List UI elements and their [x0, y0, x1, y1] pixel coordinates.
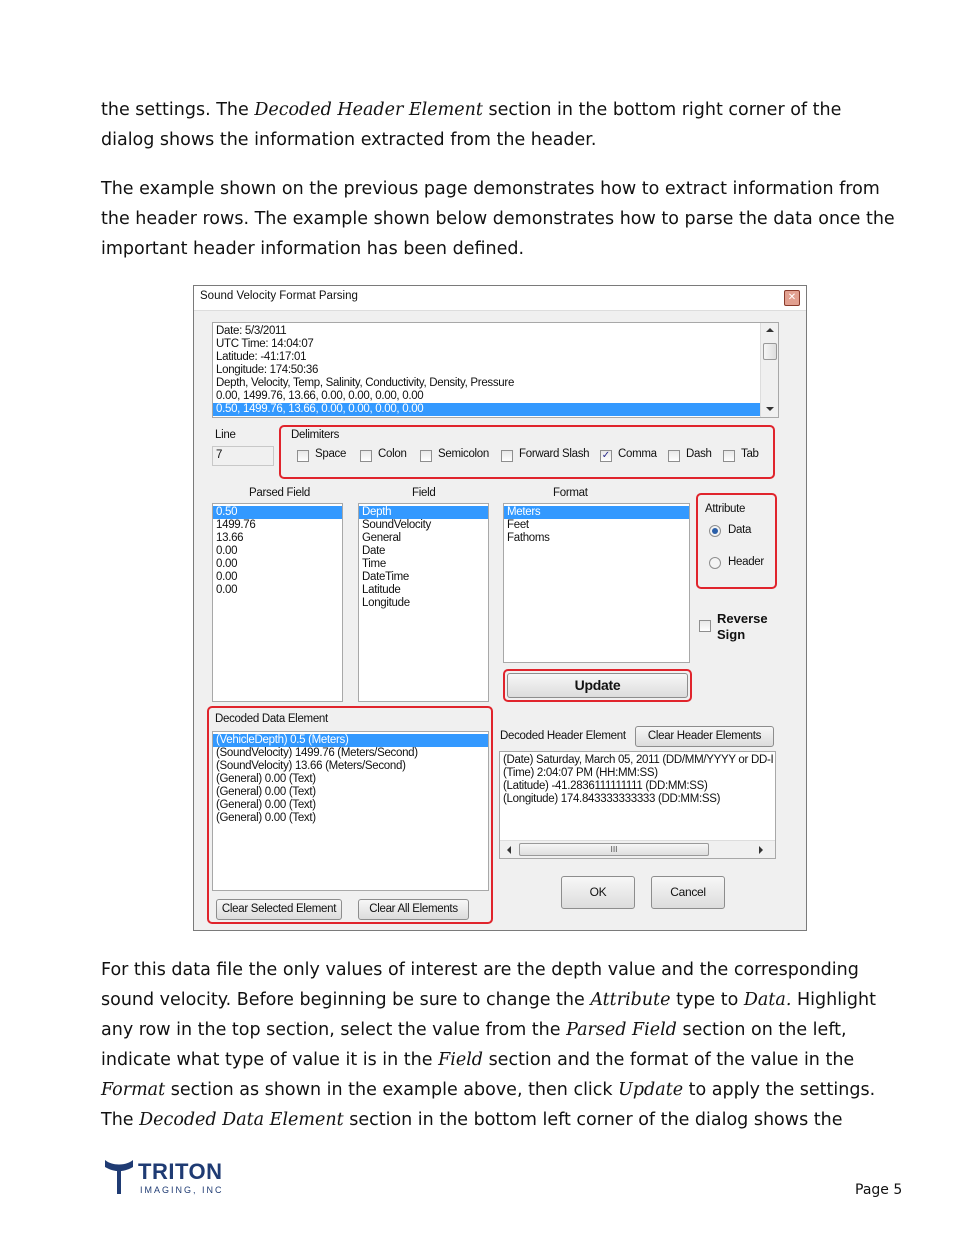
parsed-field-item[interactable]: 0.00: [216, 558, 238, 570]
paragraph-example: [101, 174, 901, 264]
text: section on the left,: [676, 1020, 847, 1040]
emphasis: Format: [101, 1080, 166, 1100]
delimiter-tab-checkbox[interactable]: [723, 450, 735, 462]
clear-header-elements-button[interactable]: Clear Header Elements: [635, 726, 774, 747]
emphasis: Update: [618, 1080, 684, 1100]
field-item[interactable]: SoundVelocity: [362, 519, 431, 531]
decoded-data-row[interactable]: (VehicleDepth) 0.5 (Meters): [213, 734, 488, 747]
dialog-title: Sound Velocity Format Parsing: [200, 290, 358, 302]
trident-icon: [104, 1158, 134, 1196]
attribute-header-radio[interactable]: [709, 557, 721, 569]
parsed-field-item[interactable]: 13.66: [216, 532, 244, 544]
text: to apply the settings.: [683, 1080, 876, 1100]
delimiter-label: Colon: [378, 448, 407, 460]
parsed-field-item[interactable]: 0.00: [216, 571, 238, 583]
paragraph-instructions: [101, 955, 901, 1135]
clear-all-elements-button[interactable]: Clear All Elements: [358, 899, 469, 920]
raw-data-row[interactable]: 0.50, 1499.76, 13.66, 0.00, 0.00, 0.00, 0.00: [213, 403, 761, 416]
decoded-header-list[interactable]: [499, 751, 776, 859]
decoded-header-label: Decoded Header Element: [500, 730, 626, 742]
text: type to: [670, 990, 744, 1010]
delimiter-label: Comma: [618, 448, 657, 460]
decoded-data-label: Decoded Data Element: [215, 713, 328, 725]
vertical-scrollbar[interactable]: [760, 323, 778, 417]
parsed-field-item[interactable]: 0.00: [216, 545, 238, 557]
update-button[interactable]: Update: [507, 673, 688, 698]
field-list[interactable]: [358, 503, 489, 702]
raw-data-row[interactable]: Latitude: -41:17:01: [216, 351, 307, 363]
cancel-button[interactable]: Cancel: [651, 876, 725, 909]
ok-button[interactable]: OK: [561, 876, 635, 909]
triton-logo: [104, 1158, 234, 1198]
format-list[interactable]: [503, 503, 690, 663]
raw-data-row[interactable]: Longitude: 174:50:36: [216, 364, 319, 376]
clear-selected-element-button[interactable]: Clear Selected Element: [216, 899, 342, 920]
paragraph-intro: [101, 95, 901, 155]
scroll-down-icon[interactable]: [766, 407, 774, 411]
decoded-data-row[interactable]: (General) 0.00 (Text): [216, 773, 316, 785]
attribute-data-radio[interactable]: [709, 525, 721, 537]
logo-name: TRITON: [138, 1159, 223, 1184]
format-item[interactable]: Feet: [507, 519, 529, 531]
delimiter-label: Semicolon: [438, 448, 489, 460]
parsed-field-items: [213, 504, 342, 597]
field-item[interactable]: Longitude: [362, 597, 410, 609]
decoded-data-items: [213, 732, 488, 825]
decoded-header-row[interactable]: (Latitude) -41.2836111111111 (DD:MM:SS): [503, 780, 708, 792]
delimiter-comma-checkbox[interactable]: ✓: [601, 450, 611, 461]
delimiter-label: Tab: [741, 448, 759, 460]
text: the header rows. The example shown below demonstrates how to parse the data once the: [101, 209, 895, 229]
sound-velocity-dialog: [193, 285, 807, 931]
text: section in the bottom right corner of the: [482, 100, 842, 120]
title-bar: [194, 286, 806, 311]
format-item[interactable]: Fathoms: [507, 532, 550, 544]
decoded-data-row[interactable]: (General) 0.00 (Text): [216, 799, 316, 811]
delimiters-label: Delimiters: [291, 429, 340, 441]
decoded-data-row[interactable]: (SoundVelocity) 1499.76 (Meters/Second): [216, 747, 418, 759]
field-item[interactable]: Depth: [359, 506, 488, 519]
line-value: 7: [216, 449, 223, 461]
raw-data-row[interactable]: Date: 5/3/2011: [216, 325, 287, 337]
delimiter-label: Space: [315, 448, 347, 460]
attribute-data-label: Data: [728, 524, 752, 536]
raw-data-row[interactable]: Depth, Velocity, Temp, Salinity, Conductivity, Density, Pressure: [216, 377, 515, 389]
field-label: Field: [412, 487, 436, 499]
parsed-field-list[interactable]: [212, 503, 343, 702]
logo-subtitle: IMAGING, INC: [140, 1185, 224, 1195]
parsed-field-label: Parsed Field: [249, 487, 310, 499]
field-item[interactable]: DateTime: [362, 571, 410, 583]
scroll-right-icon[interactable]: [759, 846, 763, 854]
reverse-sign-line1: Reverse: [717, 611, 768, 626]
field-item[interactable]: Date: [362, 545, 386, 557]
page-number: Page 5: [855, 1182, 903, 1198]
field-items: [359, 504, 488, 610]
text: important header information has been defined.: [101, 239, 525, 259]
decoded-header-row[interactable]: (Longitude) 174.843333333333 (DD:MM:SS): [503, 793, 721, 805]
delimiter-colon-checkbox[interactable]: [360, 450, 372, 462]
scroll-thumb[interactable]: [763, 343, 777, 360]
text: The example shown on the previous page demonstrates how to extract information from: [101, 179, 880, 199]
scroll-up-icon[interactable]: [766, 328, 774, 332]
attribute-header-label: Header: [728, 556, 764, 568]
reverse-sign-label: [717, 611, 768, 643]
text: The: [101, 1110, 140, 1130]
raw-data-lines: [213, 325, 761, 416]
decoded-data-row[interactable]: (General) 0.00 (Text): [216, 786, 316, 798]
raw-data-row[interactable]: UTC Time: 14:04:07: [216, 338, 314, 350]
emphasis: Data.: [743, 990, 792, 1010]
parsed-field-item[interactable]: 1499.76: [216, 519, 256, 531]
close-button[interactable]: [784, 290, 800, 306]
text: Highlight: [791, 990, 876, 1010]
decoded-header-items: [500, 752, 775, 806]
text: section as shown in the example above, then click: [165, 1080, 619, 1100]
text: dialog shows the information extracted from the header.: [101, 130, 597, 150]
attribute-label: Attribute: [705, 503, 746, 515]
text: indicate what type of value it is in the: [101, 1050, 439, 1070]
format-items: [504, 504, 689, 545]
scroll-thumb-horizontal[interactable]: III: [519, 843, 709, 856]
field-item[interactable]: Latitude: [362, 584, 401, 596]
text: the settings. The: [101, 100, 255, 120]
delimiter-space-checkbox[interactable]: [297, 450, 309, 462]
decoded-data-list[interactable]: [212, 731, 489, 891]
emphasis: Decoded Data Element: [139, 1110, 344, 1130]
reverse-sign-checkbox[interactable]: [699, 620, 711, 632]
text: sound velocity. Before beginning be sure to change the: [101, 990, 591, 1010]
parsed-field-item[interactable]: 0.00: [216, 584, 238, 596]
raw-data-listbox[interactable]: [212, 322, 779, 418]
line-field[interactable]: [212, 446, 274, 466]
parsed-field-item[interactable]: 0.50: [213, 506, 342, 519]
raw-data-row[interactable]: 0.00, 1499.76, 13.66, 0.00, 0.00, 0.00, 0.00: [216, 390, 424, 402]
decoded-data-row[interactable]: (General) 0.00 (Text): [216, 812, 316, 824]
text: section and the format of the value in the: [483, 1050, 855, 1070]
delimiter-semicolon-checkbox[interactable]: [420, 450, 432, 462]
horizontal-scrollbar[interactable]: [500, 840, 775, 858]
text: section in the bottom left corner of the dialog shows the: [343, 1110, 843, 1130]
emphasis: Field: [438, 1050, 483, 1070]
decoded-header-row[interactable]: (Date) Saturday, March 05, 2011 (DD/MM/YYYY or DD-I: [503, 754, 774, 766]
decoded-data-row[interactable]: (SoundVelocity) 13.66 (Meters/Second): [216, 760, 406, 772]
text: For this data file the only values of interest are the depth value and the corresponding: [101, 960, 859, 980]
format-label: Format: [553, 487, 588, 499]
format-item[interactable]: Meters: [504, 506, 689, 519]
emphasis: Decoded Header Element: [254, 100, 483, 120]
reverse-sign-line2: Sign: [717, 627, 746, 642]
emphasis: Attribute: [590, 990, 671, 1010]
text: any row in the top section, select the value from the: [101, 1020, 567, 1040]
scroll-left-icon[interactable]: [507, 846, 511, 854]
line-label: Line: [215, 429, 236, 441]
delimiter-label: Dash: [686, 448, 712, 460]
emphasis: Parsed Field: [566, 1020, 677, 1040]
field-item[interactable]: Time: [362, 558, 386, 570]
field-item[interactable]: General: [362, 532, 401, 544]
delimiter-dash-checkbox[interactable]: [668, 450, 680, 462]
delimiter-forward-slash-checkbox[interactable]: [501, 450, 513, 462]
close-icon: ✕: [787, 292, 797, 303]
delimiter-label: Forward Slash: [519, 448, 590, 460]
decoded-header-row[interactable]: (Time) 2:04:07 PM (HH:MM:SS): [503, 767, 658, 779]
